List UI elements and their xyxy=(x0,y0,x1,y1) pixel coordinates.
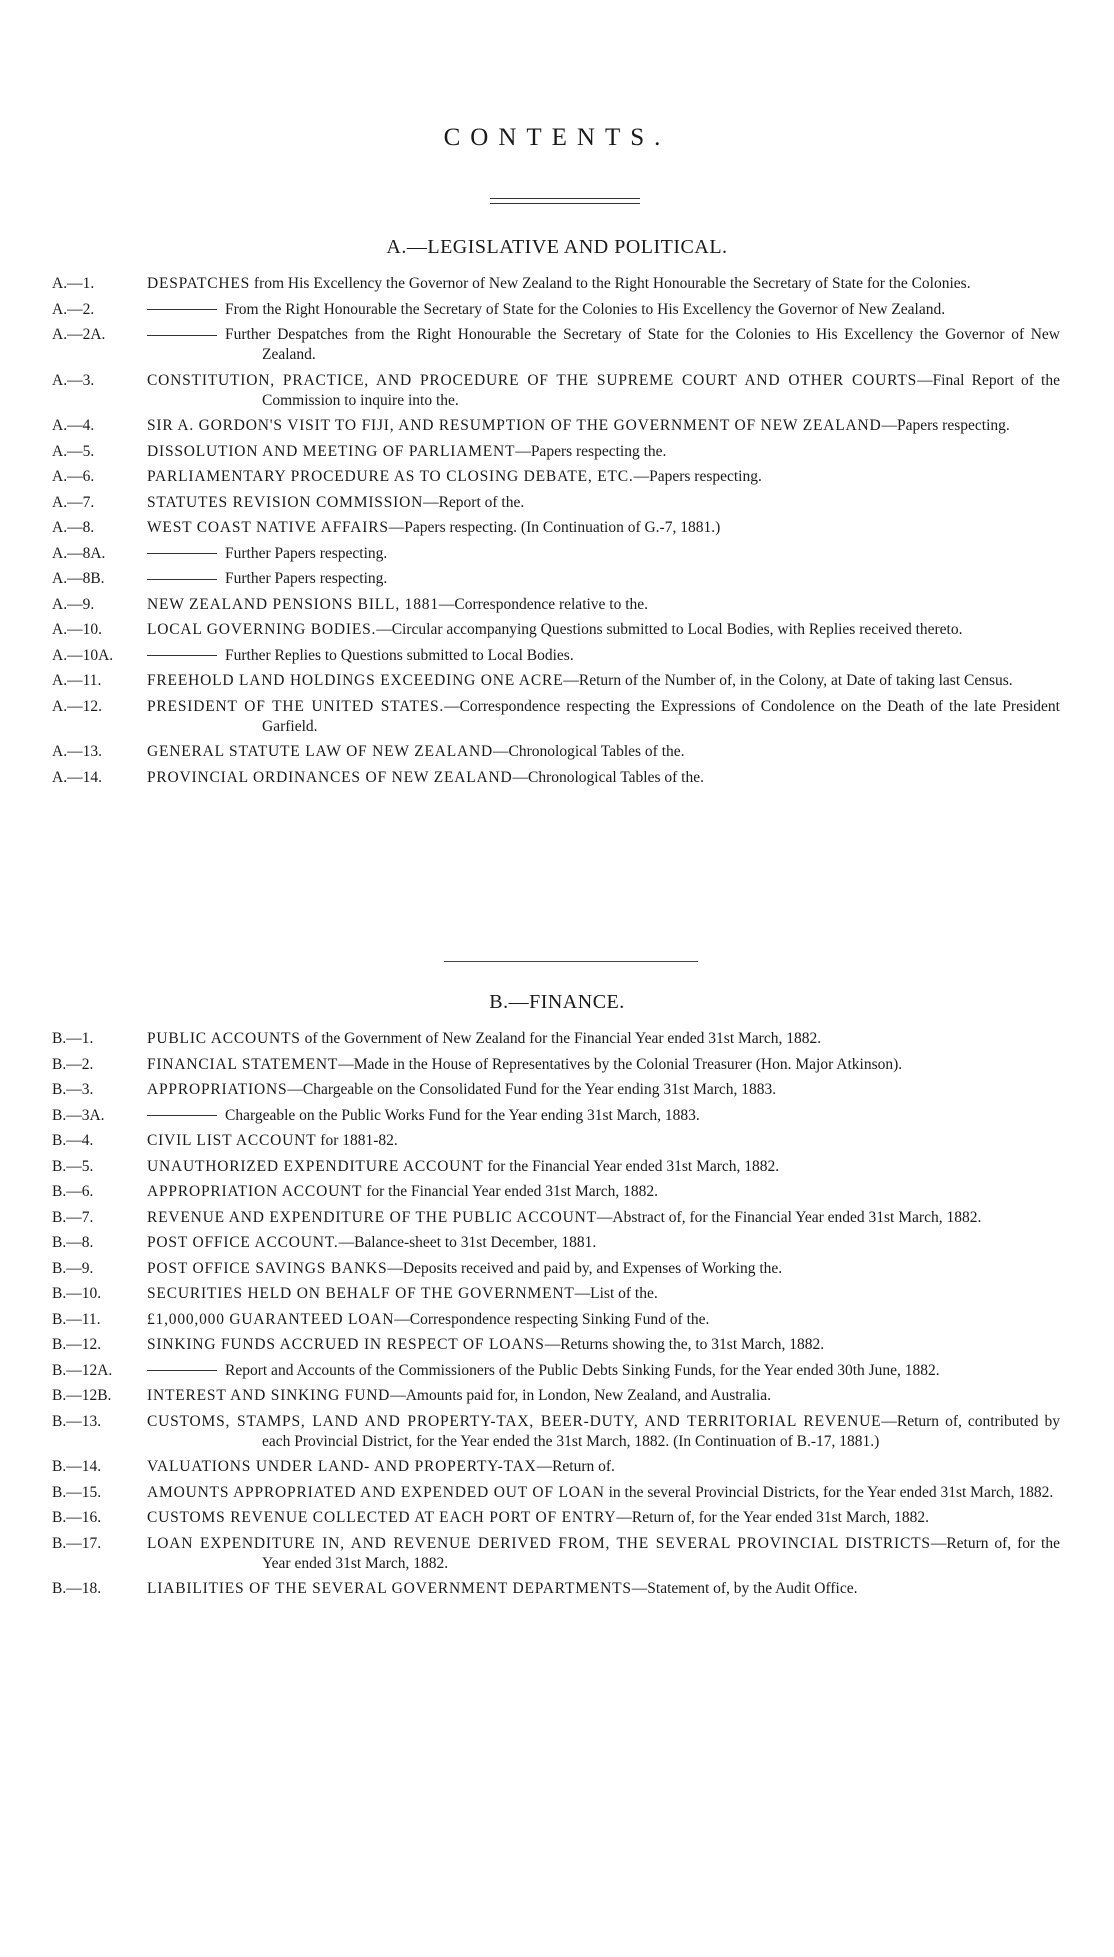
entry-description xyxy=(147,1412,1060,1452)
entry-description xyxy=(147,620,1060,640)
contents-entry xyxy=(52,1157,1060,1177)
contents-entry xyxy=(52,768,1060,788)
entry-number: A.—8B. xyxy=(52,570,105,587)
entry-number: B.—5. xyxy=(52,1157,94,1175)
entry-description xyxy=(147,442,1060,462)
entry-subject: WEST COAST NATIVE AFFAIRS xyxy=(147,519,389,536)
entry-subject: PRESIDENT OF THE UNITED STATES. xyxy=(147,697,445,715)
entry-description xyxy=(147,1361,1060,1381)
entry-description xyxy=(147,1157,1060,1177)
entry-detail: —Correspondence relative to the. xyxy=(438,595,649,613)
contents-entry xyxy=(52,1055,1060,1075)
entry-description xyxy=(147,697,1060,737)
contents-entry xyxy=(52,1029,1060,1049)
contents-entry xyxy=(52,646,1060,666)
contents-entry xyxy=(52,467,1060,487)
entry-detail: —Papers respecting the. xyxy=(515,442,667,460)
entry-subject: PROVINCIAL ORDINANCES OF NEW ZEALAND xyxy=(147,768,513,786)
contents-entry xyxy=(52,671,1060,691)
entry-number: B.—9. xyxy=(52,1259,94,1277)
entry-subject: LOCAL GOVERNING BODIES. xyxy=(147,621,377,638)
entry-number: B.—7. xyxy=(52,1208,94,1226)
entry-subject: REVENUE AND EXPENDITURE OF THE PUBLIC ACCOUNT xyxy=(147,1208,597,1226)
entry-description xyxy=(147,1080,1060,1100)
entry-detail: for 1881-82. xyxy=(316,1132,398,1149)
title-double-rule xyxy=(490,198,640,204)
entry-number: A.—4. xyxy=(52,417,95,434)
entry-detail: —Chronological Tables of the. xyxy=(493,743,685,760)
entry-detail: of the Government of New Zealand for the Financial Year ended 31st March, 1882. xyxy=(300,1030,822,1047)
page-title: CONTENTS. xyxy=(443,124,671,151)
contents-entry xyxy=(52,1259,1060,1279)
entry-subject: LOAN EXPENDITURE IN, AND REVENUE DERIVED FROM, THE SEVERAL PROVINCIAL DISTRICTS xyxy=(147,1534,931,1552)
entry-number: A.—2A. xyxy=(52,326,106,343)
entry-detail: From the Right Honourable the Secretary of State for the Colonies to His Excellency the Governor of New Zealand. xyxy=(225,300,946,318)
entry-description xyxy=(147,1335,1060,1355)
entry-subject: CIVIL LIST ACCOUNT xyxy=(147,1132,317,1149)
contents-entry xyxy=(52,595,1060,615)
entry-description xyxy=(147,300,1060,320)
entry-detail: for the Financial Year ended 31st March, 1882. xyxy=(483,1157,780,1175)
entry-detail: —Return of, for the Year ended 31st March, 1882. xyxy=(616,1509,929,1526)
entry-detail: —Amounts paid for, in London, New Zealand, and Australia. xyxy=(390,1387,771,1404)
entry-description xyxy=(147,595,1060,615)
entry-description xyxy=(147,1106,1060,1126)
entry-description xyxy=(147,1483,1060,1503)
contents-entry xyxy=(52,742,1060,762)
entry-number: A.—3. xyxy=(52,371,95,389)
entry-number: A.—1. xyxy=(52,275,95,292)
entry-description xyxy=(147,1284,1060,1304)
contents-entry xyxy=(52,1080,1060,1100)
entry-detail: —Papers respecting. xyxy=(881,417,1010,434)
entry-description xyxy=(147,274,1060,294)
entry-description xyxy=(147,416,1060,436)
entry-description xyxy=(147,1055,1060,1075)
section-heading-legislative: A.—LEGISLATIVE AND POLITICAL. xyxy=(386,236,728,258)
section-heading-finance: B.—FINANCE. xyxy=(489,991,625,1013)
contents-entry xyxy=(52,1131,1060,1151)
entry-detail: —Balance-sheet to 31st December, 1881. xyxy=(338,1234,597,1251)
entry-detail: —Return of the Number of, in the Colony, at Date of taking last Census. xyxy=(563,672,1013,689)
entry-description xyxy=(147,1310,1060,1330)
contents-entry xyxy=(52,371,1060,411)
entry-number: B.—3. xyxy=(52,1081,94,1098)
entry-detail: —Returns showing the, to 31st March, 1882. xyxy=(544,1336,825,1353)
entry-description xyxy=(147,569,1060,589)
contents-entry xyxy=(52,697,1060,737)
entry-number: B.—11. xyxy=(52,1310,101,1328)
entry-description xyxy=(147,1386,1060,1406)
entry-detail: —Papers respecting. (In Continuation of G.-7, 1881.) xyxy=(388,519,721,536)
contents-entry xyxy=(52,300,1060,320)
entry-number: B.—10. xyxy=(52,1285,102,1302)
entry-description xyxy=(147,518,1060,538)
contents-entry xyxy=(52,544,1060,564)
entry-subject: LIABILITIES OF THE SEVERAL GOVERNMENT DEPARTMENTS xyxy=(147,1580,632,1597)
entry-subject: VALUATIONS UNDER LAND- AND PROPERTY-TAX xyxy=(147,1458,537,1475)
ditto-dash xyxy=(147,1115,217,1116)
entry-subject: STATUTES REVISION COMMISSION xyxy=(147,493,424,511)
entry-subject: INTEREST AND SINKING FUND xyxy=(147,1387,391,1404)
ditto-dash xyxy=(147,655,217,656)
entry-subject: APPROPRIATIONS xyxy=(147,1081,288,1098)
entry-subject: PARLIAMENTARY PROCEDURE AS TO CLOSING DEBATE, ETC. xyxy=(147,468,634,485)
entry-subject: AMOUNTS APPROPRIATED AND EXPENDED OUT OF LOAN xyxy=(147,1483,605,1501)
entry-number: A.—8A. xyxy=(52,544,106,562)
contents-entry xyxy=(52,274,1060,294)
entry-number: A.—11. xyxy=(52,672,102,689)
entry-number: B.—3A. xyxy=(52,1106,105,1124)
contents-entry xyxy=(52,1310,1060,1330)
entry-detail: —Return of. xyxy=(536,1458,615,1475)
entry-description xyxy=(147,493,1060,513)
entry-description xyxy=(147,544,1060,564)
contents-entry xyxy=(52,1284,1060,1304)
ditto-dash xyxy=(147,1370,217,1371)
entry-subject: DESPATCHES xyxy=(147,275,251,292)
entry-subject: SIR A. GORDON'S VISIT TO FIJI, AND RESUMPTION OF THE GOVERNMENT OF NEW ZEALAND xyxy=(147,417,882,434)
contents-entry xyxy=(52,569,1060,589)
contents-entry xyxy=(52,1457,1060,1477)
entry-description xyxy=(147,1457,1060,1477)
entry-detail: —Papers respecting. xyxy=(633,468,762,485)
entry-detail: from His Excellency the Governor of New Zealand to the Right Honourable the Secretary of State for the Colonies. xyxy=(250,275,971,292)
entry-description xyxy=(147,742,1060,762)
entry-number: B.—4. xyxy=(52,1132,94,1149)
entry-detail: —Final Report of the Commission to inquire into the. xyxy=(262,371,1060,409)
entry-detail: —Report of the. xyxy=(423,493,525,511)
contents-entry xyxy=(52,1106,1060,1126)
entry-number: A.—6. xyxy=(52,468,95,485)
entry-number: B.—12A. xyxy=(52,1361,113,1379)
entry-subject: CUSTOMS, STAMPS, LAND AND PROPERTY-TAX, BEER-DUTY, AND TERRITORIAL REVENUE xyxy=(147,1412,882,1430)
ditto-dash xyxy=(147,335,217,336)
entry-subject: GENERAL STATUTE LAW OF NEW ZEALAND xyxy=(147,743,494,760)
entry-number: B.—8. xyxy=(52,1234,94,1251)
entry-number: A.—12. xyxy=(52,697,102,715)
contents-entry xyxy=(52,1208,1060,1228)
entry-number: A.—9. xyxy=(52,595,95,613)
contents-entry xyxy=(52,1508,1060,1528)
contents-entry xyxy=(52,1386,1060,1406)
entry-number: A.—5. xyxy=(52,442,95,460)
entry-description xyxy=(147,1534,1060,1574)
section-legislative-entries xyxy=(52,274,1060,793)
entry-number: B.—6. xyxy=(52,1183,94,1200)
entry-description xyxy=(147,371,1060,411)
entry-detail: Further Replies to Questions submitted to Local Bodies. xyxy=(225,646,574,664)
entry-detail: —Return of, for the Year ended 31st March, 1882. xyxy=(262,1534,1060,1572)
entry-subject: DISSOLUTION AND MEETING OF PARLIAMENT xyxy=(147,442,516,460)
section-finance-entries xyxy=(52,1029,1060,1605)
entry-description xyxy=(147,1182,1060,1202)
entry-subject: SINKING FUNDS ACCRUED IN RESPECT OF LOANS xyxy=(147,1336,545,1353)
entry-number: A.—14. xyxy=(52,768,102,786)
contents-entry xyxy=(52,518,1060,538)
section-divider-rule xyxy=(444,961,698,962)
entry-number: A.—8. xyxy=(52,519,95,536)
entry-detail: —Statement of, by the Audit Office. xyxy=(631,1580,858,1597)
entry-number: B.—13. xyxy=(52,1412,102,1430)
entry-number: B.—18. xyxy=(52,1580,102,1597)
entry-subject: FREEHOLD LAND HOLDINGS EXCEEDING ONE ACRE xyxy=(147,672,564,689)
entry-description xyxy=(147,1233,1060,1253)
entry-description xyxy=(147,1579,1060,1599)
entry-description xyxy=(147,646,1060,666)
contents-entry xyxy=(52,1361,1060,1381)
contents-entry xyxy=(52,493,1060,513)
contents-entry xyxy=(52,1483,1060,1503)
entry-detail: Further Papers respecting. xyxy=(225,570,388,587)
contents-entry xyxy=(52,442,1060,462)
entry-description xyxy=(147,671,1060,691)
entry-subject: NEW ZEALAND PENSIONS BILL, 1881 xyxy=(147,595,439,613)
entry-description xyxy=(147,1208,1060,1228)
entry-detail: Further Papers respecting. xyxy=(225,544,388,562)
entry-detail: Further Despatches from the Right Honourable the Secretary of State for the Colonies to His Excellency the Governor of New Zealand. xyxy=(225,326,1060,363)
entry-detail: Chargeable on the Public Works Fund for the Year ending 31st March, 1883. xyxy=(225,1106,700,1124)
entry-subject: CUSTOMS REVENUE COLLECTED AT EACH PORT OF ENTRY xyxy=(147,1509,617,1526)
entry-number: B.—12B. xyxy=(52,1387,112,1404)
entry-description xyxy=(147,467,1060,487)
entry-detail: —List of the. xyxy=(574,1285,658,1302)
entry-detail: —Correspondence respecting Sinking Fund of the. xyxy=(394,1310,710,1328)
entry-subject: UNAUTHORIZED EXPENDITURE ACCOUNT xyxy=(147,1157,484,1175)
ditto-dash xyxy=(147,579,217,580)
entry-detail: —Abstract of, for the Financial Year ended 31st March, 1882. xyxy=(596,1208,982,1226)
contents-entry xyxy=(52,1534,1060,1574)
entry-subject: £1,000,000 GUARANTEED LOAN xyxy=(147,1310,395,1328)
contents-entry xyxy=(52,1335,1060,1355)
entry-detail: for the Financial Year ended 31st March, 1882. xyxy=(362,1183,659,1200)
entry-subject: FINANCIAL STATEMENT xyxy=(147,1055,339,1073)
entry-description xyxy=(147,1029,1060,1049)
contents-entry xyxy=(52,1233,1060,1253)
contents-entry xyxy=(52,1182,1060,1202)
entry-number: A.—2. xyxy=(52,300,95,318)
entry-detail: Report and Accounts of the Commissioners of the Public Debts Sinking Funds, for the Year ended 30th June, 1882. xyxy=(225,1361,940,1379)
entry-number: A.—7. xyxy=(52,493,95,511)
ditto-dash xyxy=(147,553,217,554)
entry-number: B.—12. xyxy=(52,1336,102,1353)
entry-description xyxy=(147,1131,1060,1151)
entry-number: B.—1. xyxy=(52,1030,94,1047)
contents-entry xyxy=(52,1579,1060,1599)
entry-description xyxy=(147,1508,1060,1528)
entry-subject: POST OFFICE ACCOUNT. xyxy=(147,1234,339,1251)
entry-subject: APPROPRIATION ACCOUNT xyxy=(147,1183,363,1200)
ditto-dash xyxy=(147,309,217,310)
contents-entry xyxy=(52,620,1060,640)
entry-number: A.—10A. xyxy=(52,646,114,664)
contents-entry xyxy=(52,1412,1060,1452)
entry-number: B.—14. xyxy=(52,1458,102,1475)
entry-subject: PUBLIC ACCOUNTS xyxy=(147,1030,301,1047)
entry-detail: —Deposits received and paid by, and Expenses of Working the. xyxy=(387,1259,783,1277)
entry-number: B.—2. xyxy=(52,1055,94,1073)
entry-detail: in the several Provincial Districts, for the Year ended 31st March, 1882. xyxy=(604,1483,1054,1501)
entry-number: B.—15. xyxy=(52,1483,102,1501)
entry-subject: SECURITIES HELD ON BEHALF OF THE GOVERNMENT xyxy=(147,1285,575,1302)
contents-entry xyxy=(52,416,1060,436)
entry-subject: POST OFFICE SAVINGS BANKS xyxy=(147,1259,388,1277)
entry-number: A.—10. xyxy=(52,621,102,638)
entry-detail: —Return of, contributed by each Provincial District, for the Year ended the 31st March, 1882. (In Continuation of B.-17, 1881.) xyxy=(262,1412,1060,1450)
entry-detail: —Circular accompanying Questions submitted to Local Bodies, with Replies received thereto. xyxy=(376,621,963,638)
entry-number: B.—16. xyxy=(52,1509,102,1526)
entry-detail: —Correspondence respecting the Expressions of Condolence on the Death of the late President Garfield. xyxy=(262,697,1060,735)
entry-description xyxy=(147,325,1060,365)
entry-number: B.—17. xyxy=(52,1534,102,1552)
entry-description xyxy=(147,768,1060,788)
entry-detail: —Chronological Tables of the. xyxy=(512,768,704,786)
contents-entry xyxy=(52,325,1060,365)
entry-detail: —Chargeable on the Consolidated Fund for the Year ending 31st March, 1883. xyxy=(287,1081,777,1098)
entry-description xyxy=(147,1259,1060,1279)
entry-number: A.—13. xyxy=(52,743,102,760)
entry-subject: CONSTITUTION, PRACTICE, AND PROCEDURE OF THE SUPREME COURT AND OTHER COURTS xyxy=(147,371,918,389)
entry-detail: —Made in the House of Representatives by the Colonial Treasurer (Hon. Major Atkinson). xyxy=(338,1055,903,1073)
